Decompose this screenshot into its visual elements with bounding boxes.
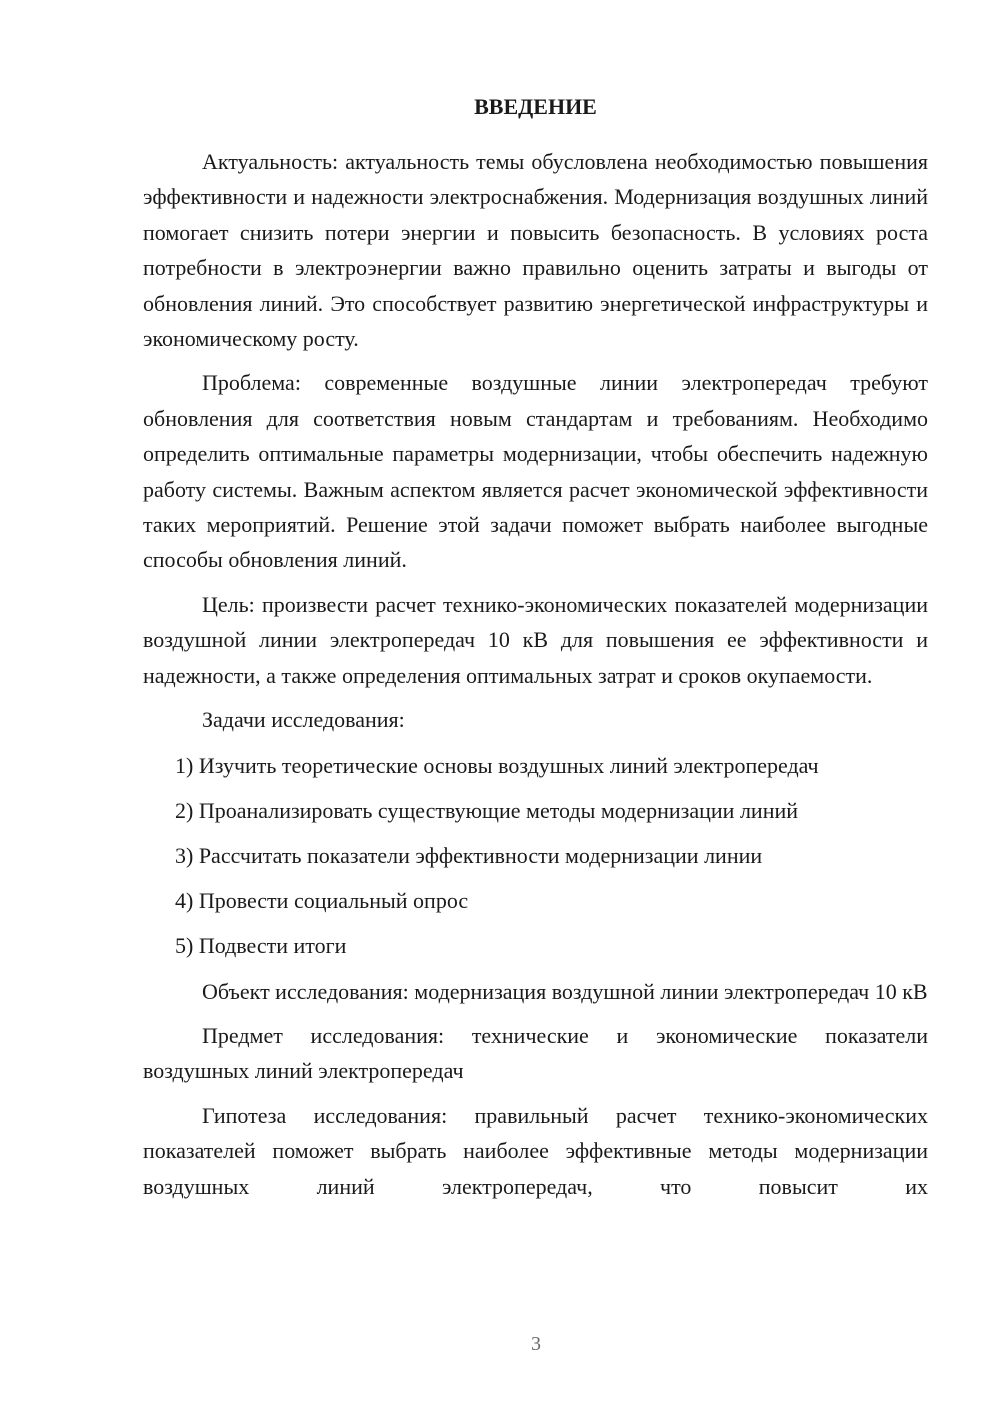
object-paragraph: Объект исследования: модернизация воздушной линии электропередач 10 кВ [202, 978, 928, 1004]
list-item: 2) Проанализировать существующие методы модернизации линий [175, 797, 799, 823]
list-item: 4) Провести социальный опрос [175, 888, 469, 914]
problem-paragraph: Проблема: современные воздушные линии электропередач требуют обновления для соответствия новым стандартам и требованиям. Необходимо определить оптимальные параметры модернизации, чтобы обеспечить надежную работу системы. Важным аспектом является расчет экономической эффективности таких мероприятий. Решение этой задачи поможет выбрать наиболее выгодные способы обновления линий. [143, 370, 928, 573]
subject-paragraph: Предмет исследования: технические и экономические показатели воздушных линий электропередач [143, 1022, 928, 1084]
goal-paragraph: Цель: произвести расчет технико-экономических показателей модернизации воздушной линии электропередач 10 кВ для повышения ее эффективности и надежности, а также определения оптимальных затрат и сроков окупаемости. [143, 591, 928, 688]
tasks-title: Задачи исследования: [202, 707, 405, 733]
list-item: 1) Изучить теоретические основы воздушных линий электропередач [175, 752, 819, 778]
page-number: 3 [531, 1333, 541, 1355]
page-heading: ВВЕДЕНИЕ [474, 94, 597, 119]
relevance-paragraph: Актуальность: актуальность темы обусловлена необходимостью повышения эффективности и надежности электроснабжения. Модернизация воздушных линий помогает снизить потери энергии и повысить безопасность. В условиях роста потребности в электроэнергии важно правильно оценить затраты и выгоды от обновления линий. Это способствует развитию энергетической инфраструктуры и экономическому росту. [143, 149, 928, 352]
task-list [143, 748, 928, 964]
list-item: 3) Рассчитать показатели эффективности модернизации линии [175, 842, 763, 868]
document-page [143, 92, 928, 1213]
hypothesis-paragraph: Гипотеза исследования: правильный расчет технико-экономических показателей поможет выбрать наиболее эффективные методы модернизации воздушных линий электропередач, что повысит их [143, 1102, 928, 1199]
list-item: 5) Подвести итоги [175, 933, 347, 959]
